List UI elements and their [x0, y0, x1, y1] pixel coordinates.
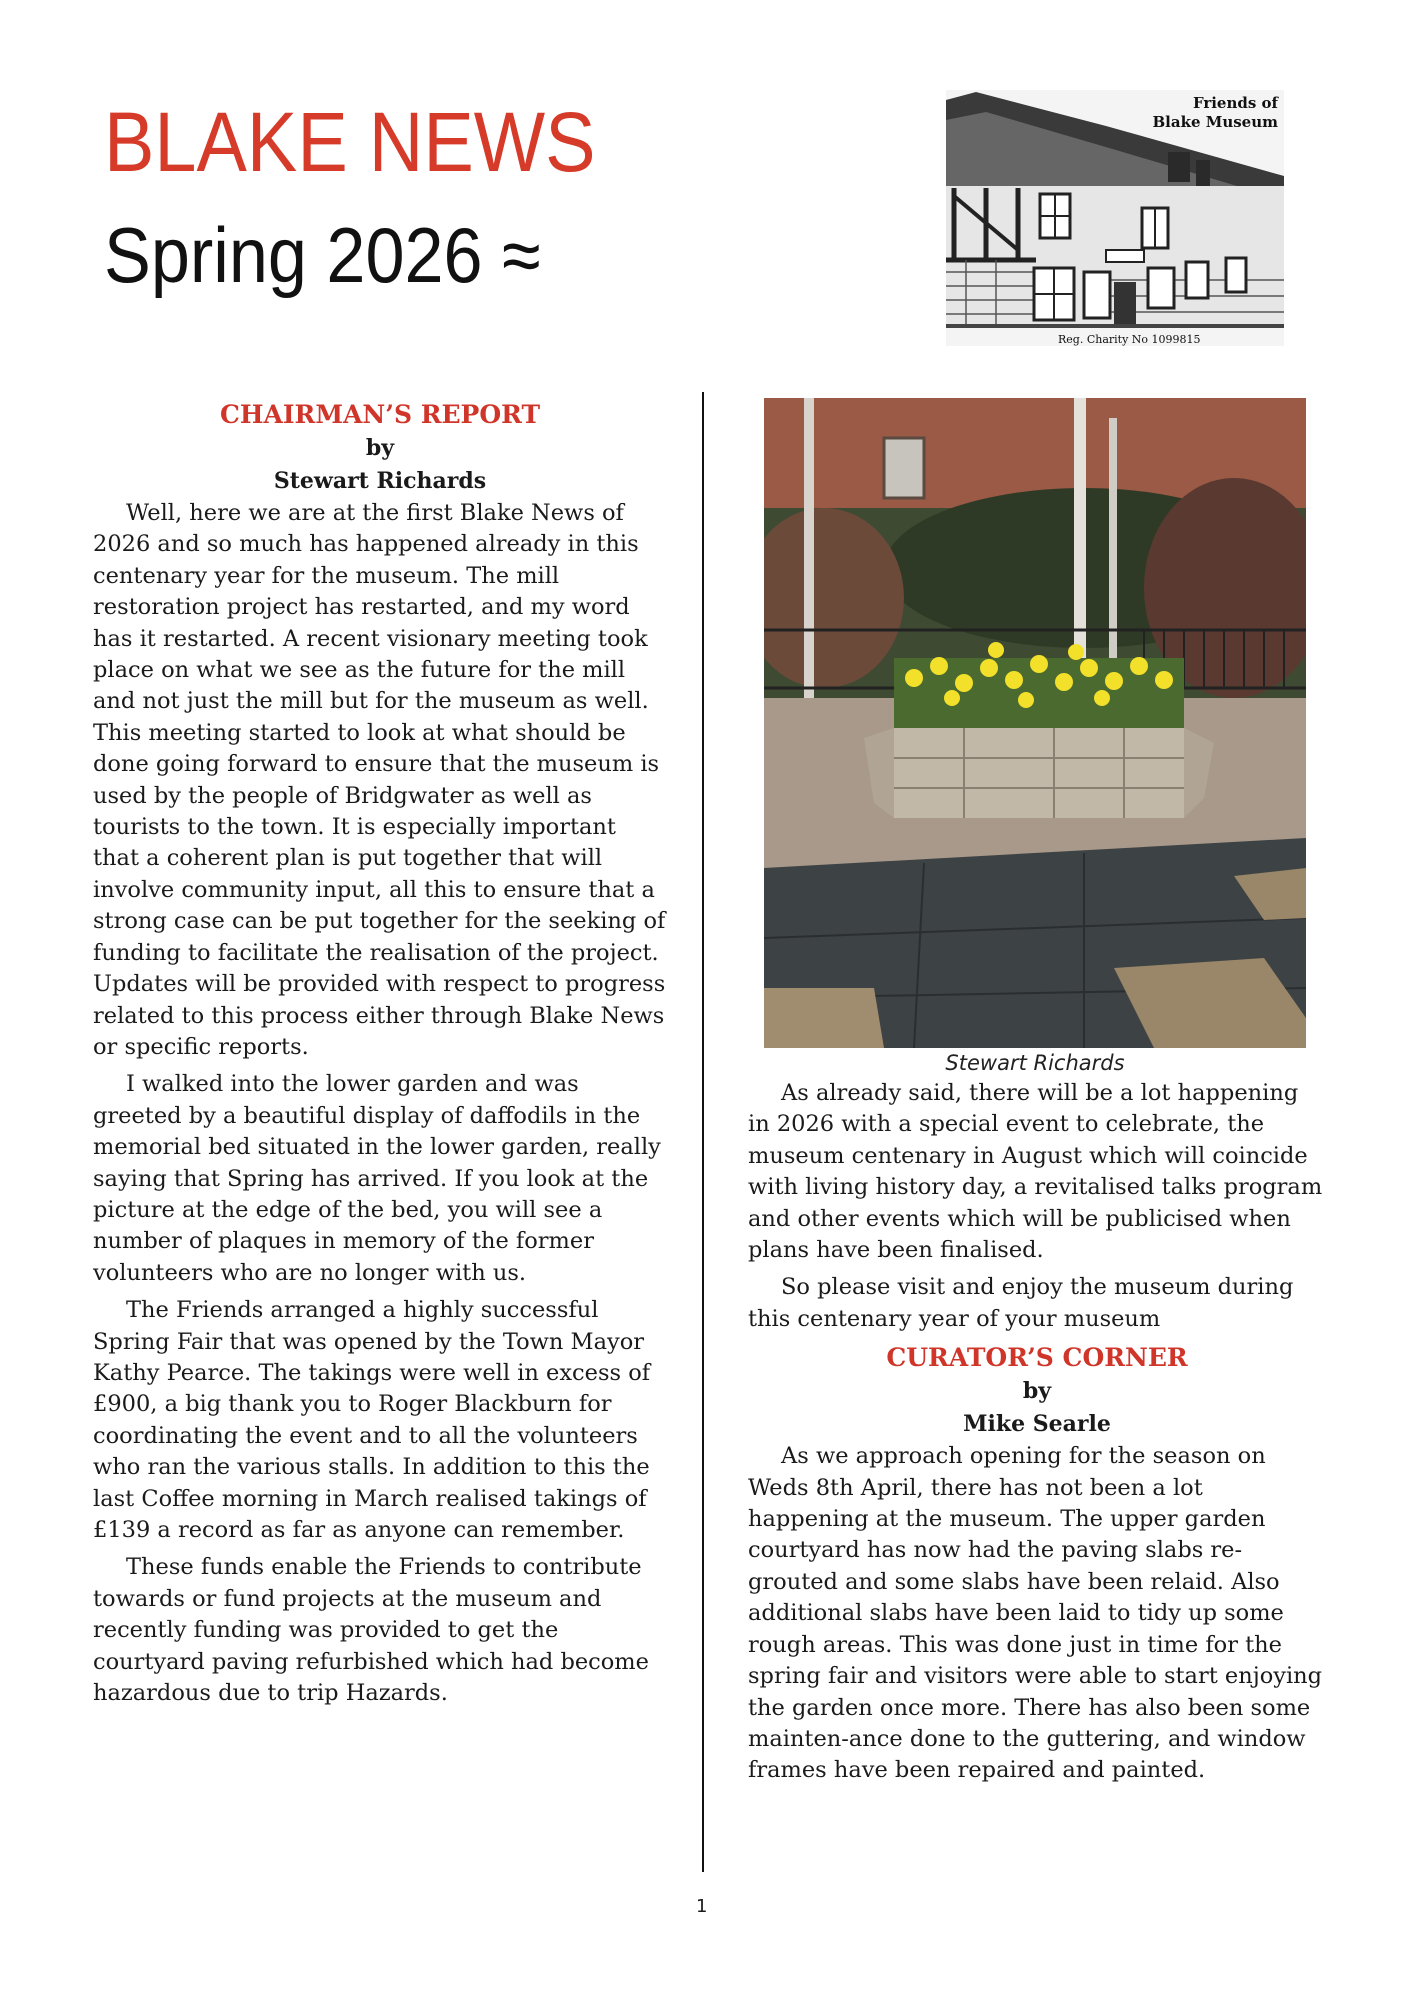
chairman-paragraph: As already said, there will be a lot happening in 2026 with a special event to celebrate, the museum centenary in August which will coincide with living history day, a revitalised talks program and other events which will be publicised when plans have been finalised.: [748, 1080, 1323, 1264]
page-number: 1: [696, 1896, 708, 1917]
photo-caption: Stewart Richards: [945, 1051, 1125, 1075]
chairman-paragraph: Well, here we are at the first Blake News of 2026 and so much has happened already in this centenary year for the museum. The mill restoration project has restarted, and my word has it restarted. A recent visionary meeting took place on what we see as the future for the mill and not just the mill but for the museum as well. This meeting started to look at what should be done going forward to ensure that the museum is used by the people of Bridgwater as well as tourists to the town. It is especially important that a coherent plan is put together that will involve community input, all this to ensure that a strong case can be put together for the seeking of funding to facilitate the realisation of the project. Updates will be provided with respect to progress related to this process either through Blake News or specific reports.: [93, 500, 666, 1060]
chairman-report-heading: CHAIRMAN’S REPORT: [219, 400, 541, 429]
column-divider: [702, 392, 704, 1872]
left-column: [93, 398, 667, 1715]
chairman-by: by: [365, 435, 395, 461]
logo-caption: [1152, 94, 1278, 132]
curator-paragraph: As we approach opening for the season on Weds 8th April, there has not been a lot happening at the museum. The upper garden courtyard has now had the paving slabs re-grouted and some slabs have been relaid. Also additional slabs have been laid to tidy up some rough areas. This was done just in time for the spring fair and visitors were able to start enjoying the garden once more. There has also been some mainten-ance done to the guttering, and window frames have been repaired and painted.: [748, 1443, 1323, 1784]
chairman-author: Stewart Richards: [273, 468, 487, 494]
chairman-paragraph: These funds enable the Friends to contribute towards or fund projects at the museum and recently funding was provided to get the courtyard paving refurbished which had become hazardous due to trip Hazards.: [93, 1554, 649, 1707]
curator-by: by: [1022, 1378, 1052, 1405]
charity-registration: Reg. Charity No 1099815: [1058, 333, 1201, 346]
newsletter-title: BLAKE NEWS: [104, 95, 596, 189]
issue-label: Spring 2026 ≈: [104, 211, 541, 299]
logo-line-museum: Blake Museum: [1152, 113, 1278, 131]
chairman-paragraph: So please visit and enjoy the museum during this centenary year of your museum: [748, 1274, 1294, 1332]
daffodil-garden-photo: [764, 398, 1306, 1048]
friends-logo: [946, 90, 1284, 346]
curator-corner-heading: CURATOR’S CORNER: [886, 1343, 1188, 1373]
logo-line-friends: Friends of: [1192, 94, 1278, 112]
right-column: [748, 398, 1326, 1793]
chairman-paragraph: I walked into the lower garden and was greeted by a beautiful display of daffodils in the memorial bed situated in the lower garden, really saying that Spring has arrived. If you look at the picture at the edge of the bed, you will see a number of plaques in memory of the former volunteers who are no longer with us.: [93, 1071, 661, 1286]
curator-author: Mike Searle: [963, 1411, 1111, 1438]
chairman-paragraph: The Friends arranged a highly successful Spring Fair that was opened by the Town Mayor Kathy Pearce. The takings were well in excess of £900, a big thank you to Roger Blackburn for coordinating the event and to all the volunteers who ran the various stalls. In addition to this the last Coffee morning in March realised takings of £139 a record as far as anyone can remember.: [93, 1297, 651, 1543]
